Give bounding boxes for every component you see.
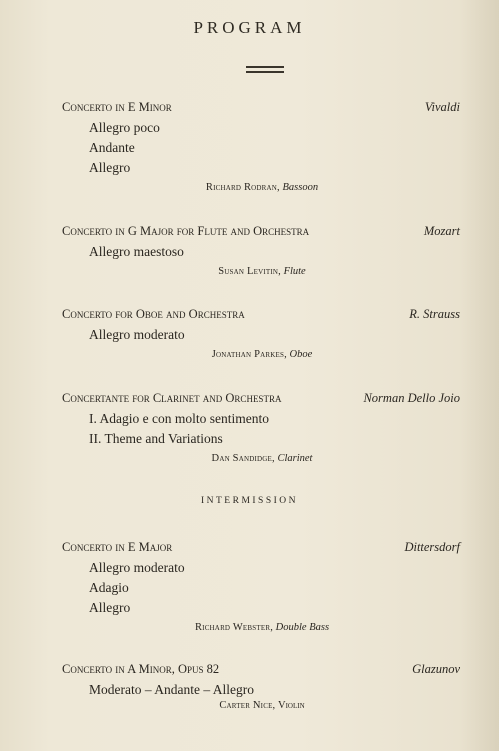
movement: I. Adagio e con molto sentimento — [89, 411, 269, 426]
movement-list — [89, 680, 462, 700]
composer-name: Dittersdorf — [404, 540, 460, 554]
piece-heading — [62, 662, 462, 680]
soloist-credit — [62, 266, 462, 277]
soloist-credit — [62, 622, 462, 633]
composer-name: Glazunov — [412, 662, 460, 676]
soloist-credit — [62, 349, 462, 360]
movement: Allegro moderato — [89, 560, 185, 575]
program-piece — [62, 662, 462, 711]
soloist-name: Richard Rodran, — [205, 182, 280, 193]
soloist-instrument: Clarinet — [277, 453, 313, 464]
movement: Andante — [89, 140, 135, 155]
piece-heading — [62, 100, 462, 118]
soloist-name: Carter Nice, — [219, 700, 276, 711]
composition-title: Concerto in A Minor, Opus 82 — [62, 662, 220, 676]
title-divider — [246, 71, 284, 73]
soloist-name: Susan Levitin, — [218, 266, 281, 277]
composition-title: Concertante for Clarinet and Orchestra — [62, 391, 282, 405]
movement-list — [89, 118, 462, 178]
piece-heading — [62, 391, 462, 409]
title-divider — [246, 66, 284, 68]
soloist-name: Richard Webster, — [194, 622, 274, 633]
composer-name: Norman Dello Joio — [363, 391, 460, 405]
movement-list — [89, 242, 462, 262]
composition-title: Concerto in E Minor — [62, 100, 172, 114]
soloist-instrument: Flute — [283, 266, 306, 277]
soloist-name: Jonathan Parkes, — [211, 349, 287, 360]
composition-title: Concerto in G Major for Flute and Orchestra — [62, 224, 310, 238]
movement: Allegro maestoso — [89, 244, 184, 259]
intermission-label: INTERMISSION — [200, 496, 299, 506]
soloist-instrument: Double Bass — [275, 622, 330, 633]
program-piece — [62, 100, 462, 193]
piece-heading — [62, 307, 462, 325]
composer-name: Vivaldi — [424, 100, 460, 114]
soloist-instrument: Bassoon — [282, 182, 319, 193]
movement-list — [89, 409, 462, 449]
movement: Allegro — [89, 600, 131, 615]
piece-heading — [62, 224, 462, 242]
movement-list — [89, 325, 462, 345]
composer-name: R. Strauss — [409, 307, 460, 321]
movement: Moderato – Andante – Allegro — [89, 682, 254, 697]
movement: Allegro moderato — [89, 327, 185, 342]
program-piece — [62, 540, 462, 633]
movement: Allegro — [89, 160, 131, 175]
soloist-credit — [62, 700, 462, 711]
movement: II. Theme and Variations — [89, 431, 223, 446]
program-title: PROGRAM — [193, 18, 306, 37]
piece-heading — [62, 540, 462, 558]
composition-title: Concerto for Oboe and Orchestra — [62, 307, 245, 321]
soloist-name: Dan Sandidge, — [211, 453, 275, 464]
soloist-credit — [62, 453, 462, 464]
soloist-instrument: Violin — [278, 700, 305, 711]
program-piece — [62, 224, 462, 277]
movement-list — [89, 558, 462, 618]
composition-title: Concerto in E Major — [62, 540, 173, 554]
movement: Allegro poco — [89, 120, 160, 135]
soloist-credit — [62, 182, 462, 193]
soloist-instrument: Oboe — [289, 349, 313, 360]
program-piece — [62, 391, 462, 464]
program-piece — [62, 307, 462, 360]
movement: Adagio — [89, 580, 129, 595]
composer-name: Mozart — [423, 224, 460, 238]
